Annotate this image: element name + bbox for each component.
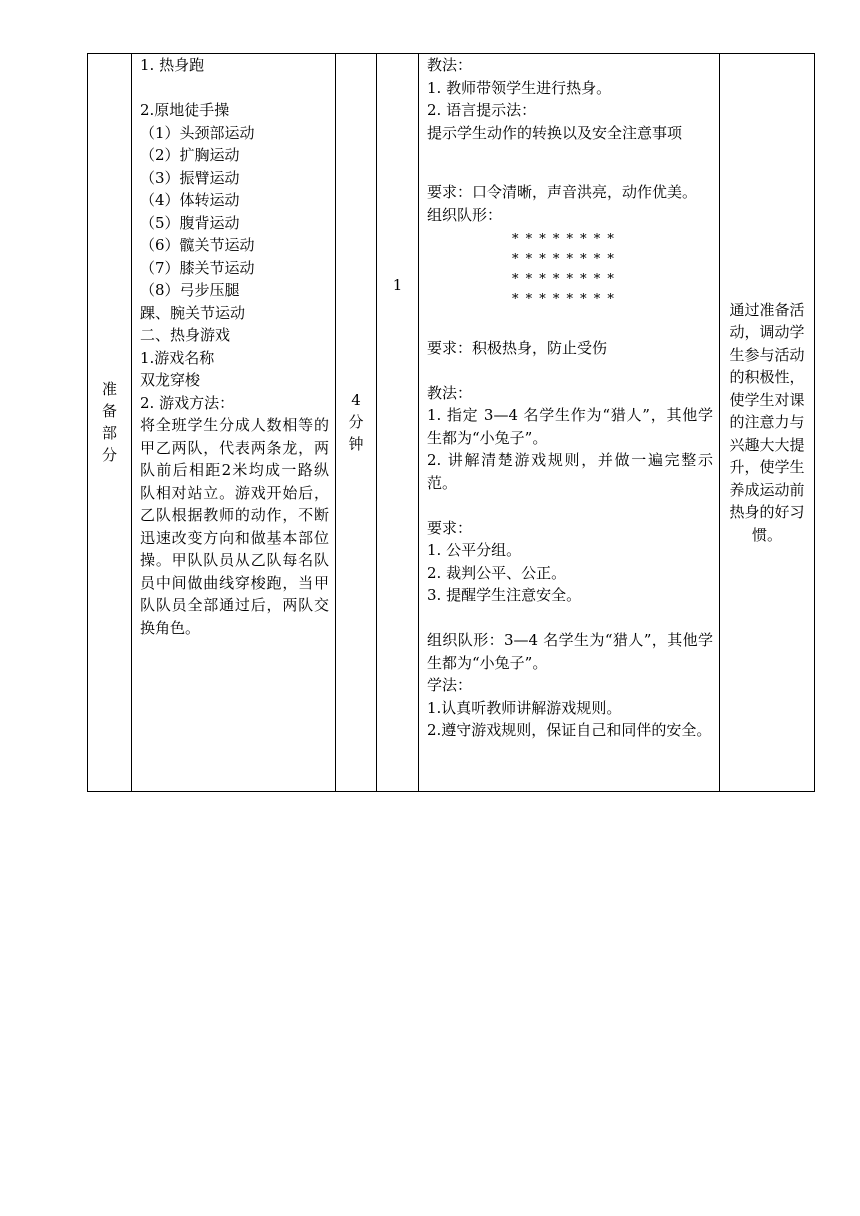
requirement-1: 要求：口令清晰，声音洪亮，动作优美。	[427, 183, 698, 201]
game-heading: 二、热身游戏	[140, 326, 231, 344]
time-label: 4分钟	[348, 391, 364, 454]
requirement-label: 要求：	[427, 518, 473, 537]
time-cell	[336, 54, 377, 792]
formation-row: * * * * * * * *	[512, 292, 616, 307]
formation-diagram	[427, 230, 713, 310]
exercise-item: （4）体转运动	[140, 191, 240, 209]
learn-item-2: 2.遵守游戏规则，保证自己和同伴的安全。	[427, 721, 712, 739]
formation-row: * * * * * * * *	[512, 252, 616, 267]
spacer	[427, 359, 713, 382]
exercise-item: （7）膝关节运动	[140, 258, 255, 277]
exercise-item: （3）振臂运动	[140, 168, 240, 187]
formation-row: * * * * * * * *	[512, 232, 616, 247]
exercise-item: （5）腹背运动	[140, 213, 240, 232]
spacer	[140, 77, 329, 100]
game-teach-1: 1. 指定 3—4 名学生作为“猎人”，其他学生都为“小兔子”。	[427, 406, 713, 447]
requirement-item: 2. 裁判公平、公正。	[427, 563, 567, 582]
spacer	[427, 314, 713, 337]
learn-item-1: 1.认真听教师讲解游戏规则。	[427, 698, 622, 717]
game-name-label: 1.游戏名称	[140, 348, 215, 367]
spacer	[427, 494, 713, 517]
exercise-item: （2）扩胸运动	[140, 146, 240, 164]
game-method-text: 将全班学生分成人数相等的甲乙两队，代表两条龙，两队前后相距2米均成一路纵队相对站立。游戏开始后，乙队根据教师的动作，不断迅速改变方向和做基本部位操。甲队队员从乙队每名队员中间做曲线穿梭跑，当甲队队员全部通过后，两队交换角色。	[140, 416, 329, 637]
content-item-1: 1. 热身跑	[140, 56, 205, 74]
section-cell	[88, 54, 132, 792]
teach-item-1: 1. 教师带领学生进行热身。	[427, 78, 612, 97]
exercise-item: （6）髋关节运动	[140, 236, 255, 254]
requirement-2: 要求：积极热身，防止受伤	[427, 338, 608, 357]
learn-label: 学法：	[427, 676, 473, 694]
game-teach-2: 2. 讲解清楚游戏规则，并做一遍完整示范。	[427, 451, 713, 492]
teach-item-2-text: 提示学生动作的转换以及安全注意事项	[427, 123, 683, 142]
lesson-plan-table	[87, 53, 815, 792]
teach-item-2: 2. 语言提示法：	[427, 101, 537, 119]
game-name: 双龙穿梭	[140, 371, 201, 389]
exercise-item: （8）弓步压腿	[140, 281, 240, 299]
exercise-extra: 踝、腕关节运动	[140, 303, 246, 322]
formation-2: 组织队形：3—4 名学生为“猎人”，其他学生都为“小兔子”。	[427, 631, 713, 672]
teach-label: 教法：	[427, 56, 473, 74]
method-cell	[419, 54, 720, 792]
times-cell	[377, 54, 419, 792]
requirement-item: 3. 提醒学生注意安全。	[427, 586, 582, 604]
spacer	[427, 607, 713, 630]
purpose-cell	[720, 54, 815, 792]
requirement-item: 1. 公平分组。	[427, 541, 522, 559]
formation-row: * * * * * * * *	[512, 272, 616, 287]
table-row	[88, 54, 815, 792]
exercise-item: （1）头颈部运动	[140, 123, 255, 142]
spacer	[427, 144, 713, 181]
content-cell	[132, 54, 336, 792]
game-method-label: 2. 游戏方法：	[140, 393, 235, 412]
times-value: 1	[392, 276, 403, 294]
formation-label: 组织队形：	[427, 205, 503, 224]
section-label: 准备部分	[102, 380, 118, 465]
purpose-text: 通过准备活动，调动学生参与活动的积极性，使学生对课的注意力与兴趣大大提升，使学生养成运动前热身的好习惯。	[729, 300, 805, 544]
teach-label-2: 教法：	[427, 383, 473, 402]
content-item-2: 2.原地徒手操	[140, 101, 230, 119]
